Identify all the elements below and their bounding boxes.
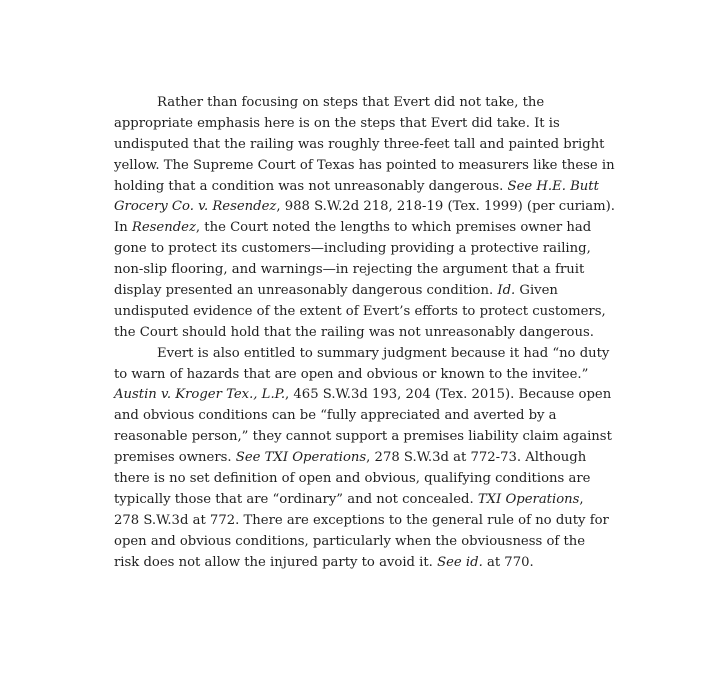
text-line (114, 385, 612, 406)
text-line (114, 406, 606, 427)
text-line (114, 365, 606, 386)
text-run: to warn of hazards that are open and obvious or known to the invitee.” (114, 366, 589, 382)
paragraph-open-obvious (114, 344, 612, 574)
citation-italic: Id. (497, 283, 516, 299)
text-line (114, 260, 606, 281)
text-line (114, 197, 615, 218)
text-line (114, 156, 615, 177)
citation-italic: TXI Operations (477, 491, 580, 507)
text-run: Given (515, 283, 558, 299)
paragraph-railing (114, 93, 615, 344)
text-line (114, 177, 606, 198)
text-line (114, 135, 606, 156)
text-run: display presented an unreasonably dangerous condition. (114, 283, 498, 299)
text-run: undisputed evidence of the extent of Evert’s efforts to protect customers, (114, 303, 606, 319)
text-run: open and obvious conditions, particularly when the obviousness of the (114, 533, 586, 549)
text-line (114, 448, 606, 469)
text-line (114, 490, 606, 511)
text-line (114, 532, 606, 553)
text-line (114, 511, 609, 532)
text-run: Rather than focusing on steps that Evert did not take, the (157, 95, 545, 110)
citation-italic: See TXI Operations (235, 450, 367, 466)
text-line (114, 114, 606, 135)
text-run: the Court should hold that the railing was not unreasonably dangerous. (114, 324, 594, 340)
text-run: , 465 S.W.3d 193, 204 (Tex. 2015). Because open (285, 387, 612, 403)
text-run: Evert is also entitled to summary judgment because it had “no duty (157, 345, 610, 361)
text-line (114, 323, 606, 344)
text-run: , 988 S.W.2d 218, 218-19 (Tex. 1999) (per curiam). (276, 199, 615, 215)
text-run: , the Court noted the lengths to which premises owner had (195, 220, 592, 236)
text-line (114, 218, 606, 239)
text-line (114, 302, 606, 323)
text-run: premises owners. (114, 450, 236, 466)
text-run: appropriate emphasis here is on the steps that Evert did take. It is (114, 115, 560, 131)
text-run: and obvious conditions can be “fully appreciated and averted by a (114, 408, 557, 424)
text-run: , (579, 491, 584, 507)
citation-italic: Resendez (131, 220, 196, 236)
text-run: typically those that are “ordinary” and not concealed. (114, 491, 478, 507)
text-run: In (114, 220, 132, 236)
text-run: 278 S.W.3d at 772. There are exceptions to the general rule of no duty for (114, 512, 609, 528)
text-line (114, 239, 606, 260)
text-run: non-slip flooring, and warnings—in rejecting the argument that a fruit (114, 262, 585, 278)
citation-italic: See H.E. Butt (507, 178, 599, 194)
text-line (114, 281, 606, 302)
text-run: holding that a condition was not unreasonably dangerous. (114, 178, 508, 194)
text-line (114, 93, 606, 114)
text-run: there is no set definition of open and obvious, qualifying conditions are (114, 471, 591, 487)
text-run: reasonable person,” they cannot support a premises liability claim against (114, 429, 612, 445)
text-run: , 278 S.W.3d at 772-73. Although (366, 450, 587, 466)
text-run: undisputed that the railing was roughly three-feet tall and painted bright (114, 136, 605, 152)
document-body (114, 93, 615, 573)
text-line (114, 469, 606, 490)
text-run: yellow. The Supreme Court of Texas has pointed to measurers like these in (114, 157, 615, 173)
citation-italic: See id. (437, 554, 483, 570)
text-run: risk does not allow the injured party to avoid it. (114, 554, 438, 570)
text-run: at 770. (482, 554, 534, 570)
citation-italic: Austin v. Kroger Tex., L.P. (114, 387, 286, 403)
text-run: gone to protect its customers—including providing a protective railing, (114, 241, 591, 257)
text-line (114, 553, 606, 574)
text-line (114, 344, 610, 365)
text-line (114, 427, 612, 448)
citation-italic: Grocery Co. v. Resendez (114, 199, 277, 215)
